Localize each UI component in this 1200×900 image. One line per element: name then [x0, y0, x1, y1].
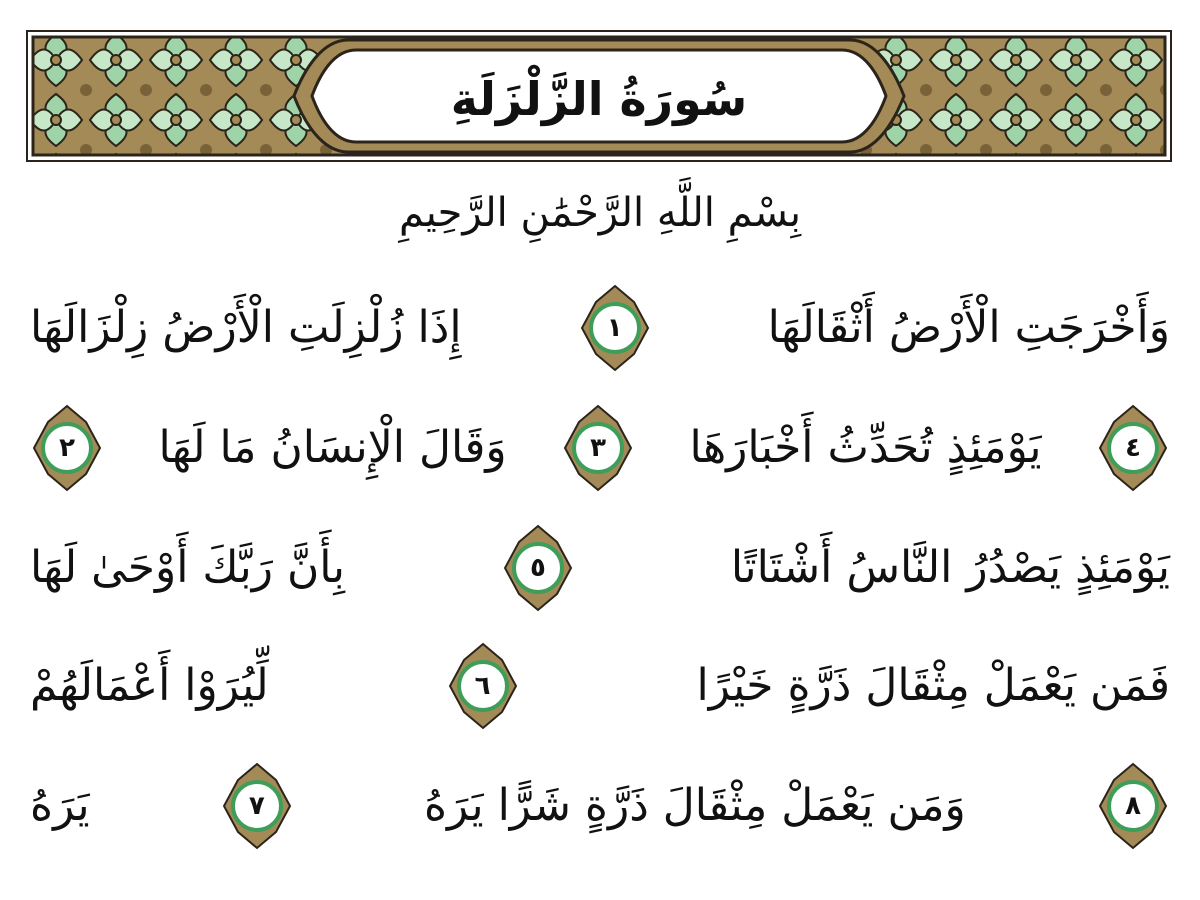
- verse-text: وَمَن يَعْمَلْ مِثْقَالَ ذَرَّةٍ شَرًّا يَرَهُ: [424, 780, 966, 832]
- ayah-number: ٧: [248, 791, 265, 821]
- ayah-marker-1: [578, 284, 652, 372]
- verse-line-2: [30, 398, 1170, 498]
- verse-line-1: [30, 278, 1170, 378]
- verse-line-5: [30, 756, 1170, 856]
- verse-text: وَأَخْرَجَتِ الْأَرْضُ أَثْقَالَهَا: [767, 302, 1170, 354]
- verse-text: يَوْمَئِذٍ يَصْدُرُ النَّاسُ أَشْتَاتًا: [730, 542, 1170, 594]
- ayah-number: ٤: [1125, 433, 1141, 463]
- ayah-marker-8: [1096, 762, 1170, 850]
- verse-text: لِّيُرَوْا أَعْمَالَهُمْ: [30, 660, 269, 712]
- ayah-number: ٦: [474, 671, 491, 701]
- ayah-number: ١: [606, 313, 623, 343]
- verse-text: يَوْمَئِذٍ تُحَدِّثُ أَخْبَارَهَا: [689, 422, 1042, 474]
- verse-text: يَرَهُ: [30, 780, 90, 832]
- verse-text: بِأَنَّ رَبَّكَ أَوْحَىٰ لَهَا: [30, 542, 345, 594]
- ayah-marker-3: [561, 404, 635, 492]
- basmala: بِسْمِ اللَّهِ الرَّحْمَٰنِ الرَّحِيمِ: [398, 190, 802, 236]
- ayah-marker-4: [1096, 404, 1170, 492]
- ayah-marker-2: [30, 404, 104, 492]
- verse-text: وَقَالَ الْإِنسَانُ مَا لَهَا: [158, 422, 507, 474]
- ayah-marker-5: [501, 524, 575, 612]
- verse-text: إِذَا زُلْزِلَتِ الْأَرْضُ زِلْزَالَهَا: [30, 302, 462, 354]
- verse-text: فَمَن يَعْمَلْ مِثْقَالَ ذَرَّةٍ خَيْرًا: [696, 660, 1170, 712]
- ayah-number: ٢: [59, 433, 75, 463]
- ayah-number: ٨: [1125, 791, 1141, 821]
- ayah-marker-6: [446, 642, 520, 730]
- surah-title: سُورَةُ الزَّلْزَلَةِ: [450, 72, 748, 126]
- verse-line-3: [30, 518, 1170, 618]
- ayah-marker-7: [220, 762, 294, 850]
- surah-header-banner: [26, 30, 1172, 162]
- verse-line-4: [30, 636, 1170, 736]
- ayah-number: ٣: [590, 433, 607, 463]
- ayah-number: ٥: [530, 553, 546, 583]
